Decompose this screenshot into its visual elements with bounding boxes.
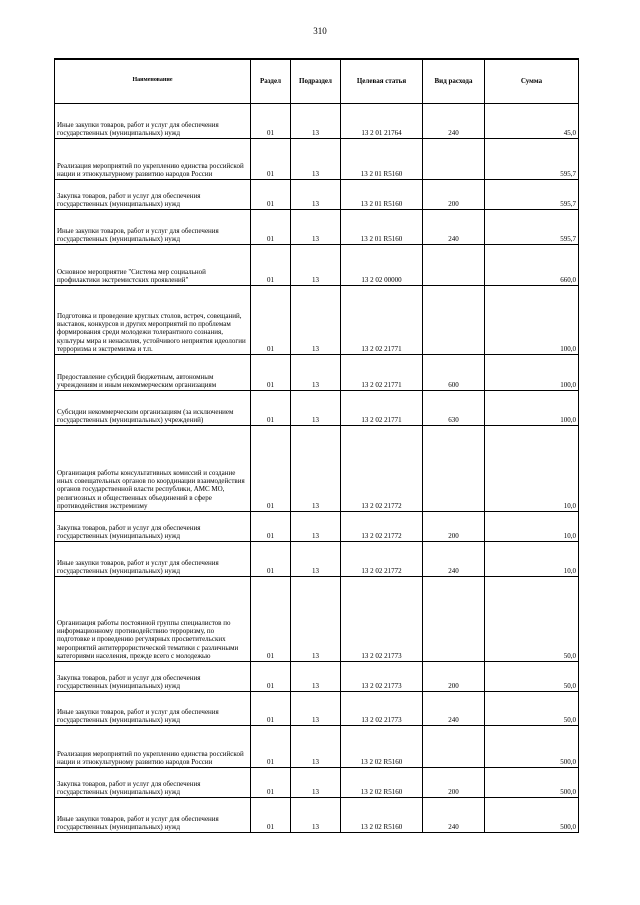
cell-summa: 50,0 xyxy=(485,662,579,692)
cell-summa: 595,7 xyxy=(485,139,579,180)
cell-celevaya: 13 2 02 R5160 xyxy=(341,768,423,798)
cell-name: Иные закупки товаров, работ и услуг для обеспечения государственных (муниципальных) нужд xyxy=(55,210,251,245)
cell-summa: 500,0 xyxy=(485,798,579,833)
cell-razdel: 01 xyxy=(251,577,291,662)
table-row xyxy=(55,180,579,210)
cell-podrazdel: 13 xyxy=(291,692,341,726)
cell-vid: 630 xyxy=(423,391,485,426)
cell-celevaya: 13 2 02 21771 xyxy=(341,391,423,426)
cell-summa: 100,0 xyxy=(485,391,579,426)
header-razdel: Раздел xyxy=(251,59,291,104)
cell-razdel: 01 xyxy=(251,180,291,210)
cell-name: Организация работы консультативных комиссий и создание иных совещательных органов по координации взаимодействия органов государственной власти республики, АМС МО, религиозных и общественных объединений в сфере противодействия экстремизму xyxy=(55,426,251,512)
cell-podrazdel: 13 xyxy=(291,798,341,833)
cell-razdel: 01 xyxy=(251,286,291,355)
cell-podrazdel: 13 xyxy=(291,726,341,768)
cell-celevaya: 13 2 02 21771 xyxy=(341,286,423,355)
cell-celevaya: 13 2 01 21764 xyxy=(341,104,423,139)
cell-summa: 45,0 xyxy=(485,104,579,139)
cell-podrazdel: 13 xyxy=(291,391,341,426)
cell-vid: 240 xyxy=(423,210,485,245)
cell-razdel: 01 xyxy=(251,391,291,426)
cell-name: Иные закупки товаров, работ и услуг для обеспечения государственных (муниципальных) нужд xyxy=(55,542,251,577)
table-row xyxy=(55,139,579,180)
table-row xyxy=(55,512,579,542)
header-podrazdel: Подраздел xyxy=(291,59,341,104)
cell-razdel: 01 xyxy=(251,355,291,391)
cell-razdel: 01 xyxy=(251,512,291,542)
cell-summa: 50,0 xyxy=(485,577,579,662)
cell-summa: 595,7 xyxy=(485,210,579,245)
cell-celevaya: 13 2 02 R5160 xyxy=(341,726,423,768)
cell-name: Основное мероприятие "Система мер социальной профилактики экстремистских проявлений" xyxy=(55,245,251,286)
cell-name: Реализация мероприятий по укреплению единства российской нации и этнокультурному развитию народов России xyxy=(55,139,251,180)
cell-podrazdel: 13 xyxy=(291,245,341,286)
cell-podrazdel: 13 xyxy=(291,426,341,512)
table-row xyxy=(55,286,579,355)
table-body xyxy=(55,104,579,833)
cell-summa: 100,0 xyxy=(485,355,579,391)
cell-razdel: 01 xyxy=(251,542,291,577)
table-row xyxy=(55,355,579,391)
cell-celevaya: 13 2 02 21772 xyxy=(341,426,423,512)
cell-podrazdel: 13 xyxy=(291,139,341,180)
cell-celevaya: 13 2 02 R5160 xyxy=(341,798,423,833)
cell-vid: 600 xyxy=(423,355,485,391)
cell-summa: 595,7 xyxy=(485,180,579,210)
table-row xyxy=(55,245,579,286)
budget-table xyxy=(54,58,579,833)
cell-vid: 240 xyxy=(423,542,485,577)
cell-podrazdel: 13 xyxy=(291,355,341,391)
cell-name: Иные закупки товаров, работ и услуг для обеспечения государственных (муниципальных) нужд xyxy=(55,104,251,139)
cell-summa: 500,0 xyxy=(485,768,579,798)
cell-summa: 10,0 xyxy=(485,426,579,512)
cell-podrazdel: 13 xyxy=(291,662,341,692)
cell-podrazdel: 13 xyxy=(291,286,341,355)
cell-summa: 500,0 xyxy=(485,726,579,768)
header-name: Наименование xyxy=(55,59,251,104)
cell-razdel: 01 xyxy=(251,245,291,286)
cell-summa: 100,0 xyxy=(485,286,579,355)
cell-podrazdel: 13 xyxy=(291,768,341,798)
cell-podrazdel: 13 xyxy=(291,577,341,662)
table-row xyxy=(55,542,579,577)
cell-vid: 200 xyxy=(423,180,485,210)
cell-summa: 10,0 xyxy=(485,512,579,542)
cell-celevaya: 13 2 01 R5160 xyxy=(341,180,423,210)
cell-name: Подготовка и проведение круглых столов, встреч, совещаний, выставок, конкурсов и других мероприятий по проблемам формирования среди молодежи толерантного сознания, культуры мира и ненасилия, устойчивого неприятия идеологии терроризма и экстремизма и т.п. xyxy=(55,286,251,355)
table-header-row xyxy=(55,59,579,104)
table-row xyxy=(55,391,579,426)
table-row xyxy=(55,210,579,245)
cell-razdel: 01 xyxy=(251,726,291,768)
cell-name: Организация работы постоянной группы специалистов по информационному противодействию терроризму, по подготовке и проведению регулярных просветительских мероприятий антитеррористической тематики с различными категориями населения, прежде всего с молодежью xyxy=(55,577,251,662)
header-celevaya: Целевая статья xyxy=(341,59,423,104)
table-row xyxy=(55,104,579,139)
cell-summa: 10,0 xyxy=(485,542,579,577)
cell-name: Реализация мероприятий по укреплению единства российской нации и этнокультурному развитию народов России xyxy=(55,726,251,768)
cell-razdel: 01 xyxy=(251,768,291,798)
cell-celevaya: 13 2 01 R5160 xyxy=(341,139,423,180)
cell-vid xyxy=(423,245,485,286)
table-row xyxy=(55,692,579,726)
cell-celevaya: 13 2 02 21772 xyxy=(341,542,423,577)
cell-razdel: 01 xyxy=(251,662,291,692)
cell-summa: 660,0 xyxy=(485,245,579,286)
cell-summa: 50,0 xyxy=(485,692,579,726)
cell-vid: 200 xyxy=(423,662,485,692)
cell-razdel: 01 xyxy=(251,798,291,833)
cell-name: Закупка товаров, работ и услуг для обеспечения государственных (муниципальных) нужд xyxy=(55,768,251,798)
cell-podrazdel: 13 xyxy=(291,180,341,210)
cell-celevaya: 13 2 02 00000 xyxy=(341,245,423,286)
table-row xyxy=(55,662,579,692)
page-number: 310 xyxy=(313,26,327,36)
table-row xyxy=(55,798,579,833)
cell-vid: 240 xyxy=(423,104,485,139)
cell-razdel: 01 xyxy=(251,210,291,245)
table-row xyxy=(55,768,579,798)
cell-name: Закупка товаров, работ и услуг для обеспечения государственных (муниципальных) нужд xyxy=(55,662,251,692)
header-summa: Сумма xyxy=(485,59,579,104)
cell-razdel: 01 xyxy=(251,104,291,139)
cell-razdel: 01 xyxy=(251,426,291,512)
cell-podrazdel: 13 xyxy=(291,210,341,245)
cell-celevaya: 13 2 02 21771 xyxy=(341,355,423,391)
table-row xyxy=(55,577,579,662)
cell-celevaya: 13 2 02 21773 xyxy=(341,662,423,692)
cell-name: Субсидии некоммерческим организациям (за исключением государственных (муниципальных) учреждений) xyxy=(55,391,251,426)
cell-vid: 200 xyxy=(423,512,485,542)
cell-vid xyxy=(423,577,485,662)
cell-vid xyxy=(423,139,485,180)
cell-vid: 240 xyxy=(423,798,485,833)
cell-name: Иные закупки товаров, работ и услуг для обеспечения государственных (муниципальных) нужд xyxy=(55,692,251,726)
cell-vid: 200 xyxy=(423,768,485,798)
table-row xyxy=(55,726,579,768)
cell-vid: 240 xyxy=(423,692,485,726)
cell-name: Иные закупки товаров, работ и услуг для обеспечения государственных (муниципальных) нужд xyxy=(55,798,251,833)
header-vid: Вид расхода xyxy=(423,59,485,104)
cell-celevaya: 13 2 02 21773 xyxy=(341,577,423,662)
cell-vid xyxy=(423,726,485,768)
table-row xyxy=(55,426,579,512)
cell-name: Закупка товаров, работ и услуг для обеспечения государственных (муниципальных) нужд xyxy=(55,512,251,542)
cell-podrazdel: 13 xyxy=(291,104,341,139)
cell-podrazdel: 13 xyxy=(291,512,341,542)
cell-vid xyxy=(423,286,485,355)
cell-razdel: 01 xyxy=(251,692,291,726)
cell-celevaya: 13 2 02 21772 xyxy=(341,512,423,542)
cell-celevaya: 13 2 02 21773 xyxy=(341,692,423,726)
cell-razdel: 01 xyxy=(251,139,291,180)
cell-name: Предоставление субсидий бюджетным, автономным учреждениям и иным некоммерческим организациям xyxy=(55,355,251,391)
cell-vid xyxy=(423,426,485,512)
cell-celevaya: 13 2 01 R5160 xyxy=(341,210,423,245)
cell-podrazdel: 13 xyxy=(291,542,341,577)
cell-name: Закупка товаров, работ и услуг для обеспечения государственных (муниципальных) нужд xyxy=(55,180,251,210)
